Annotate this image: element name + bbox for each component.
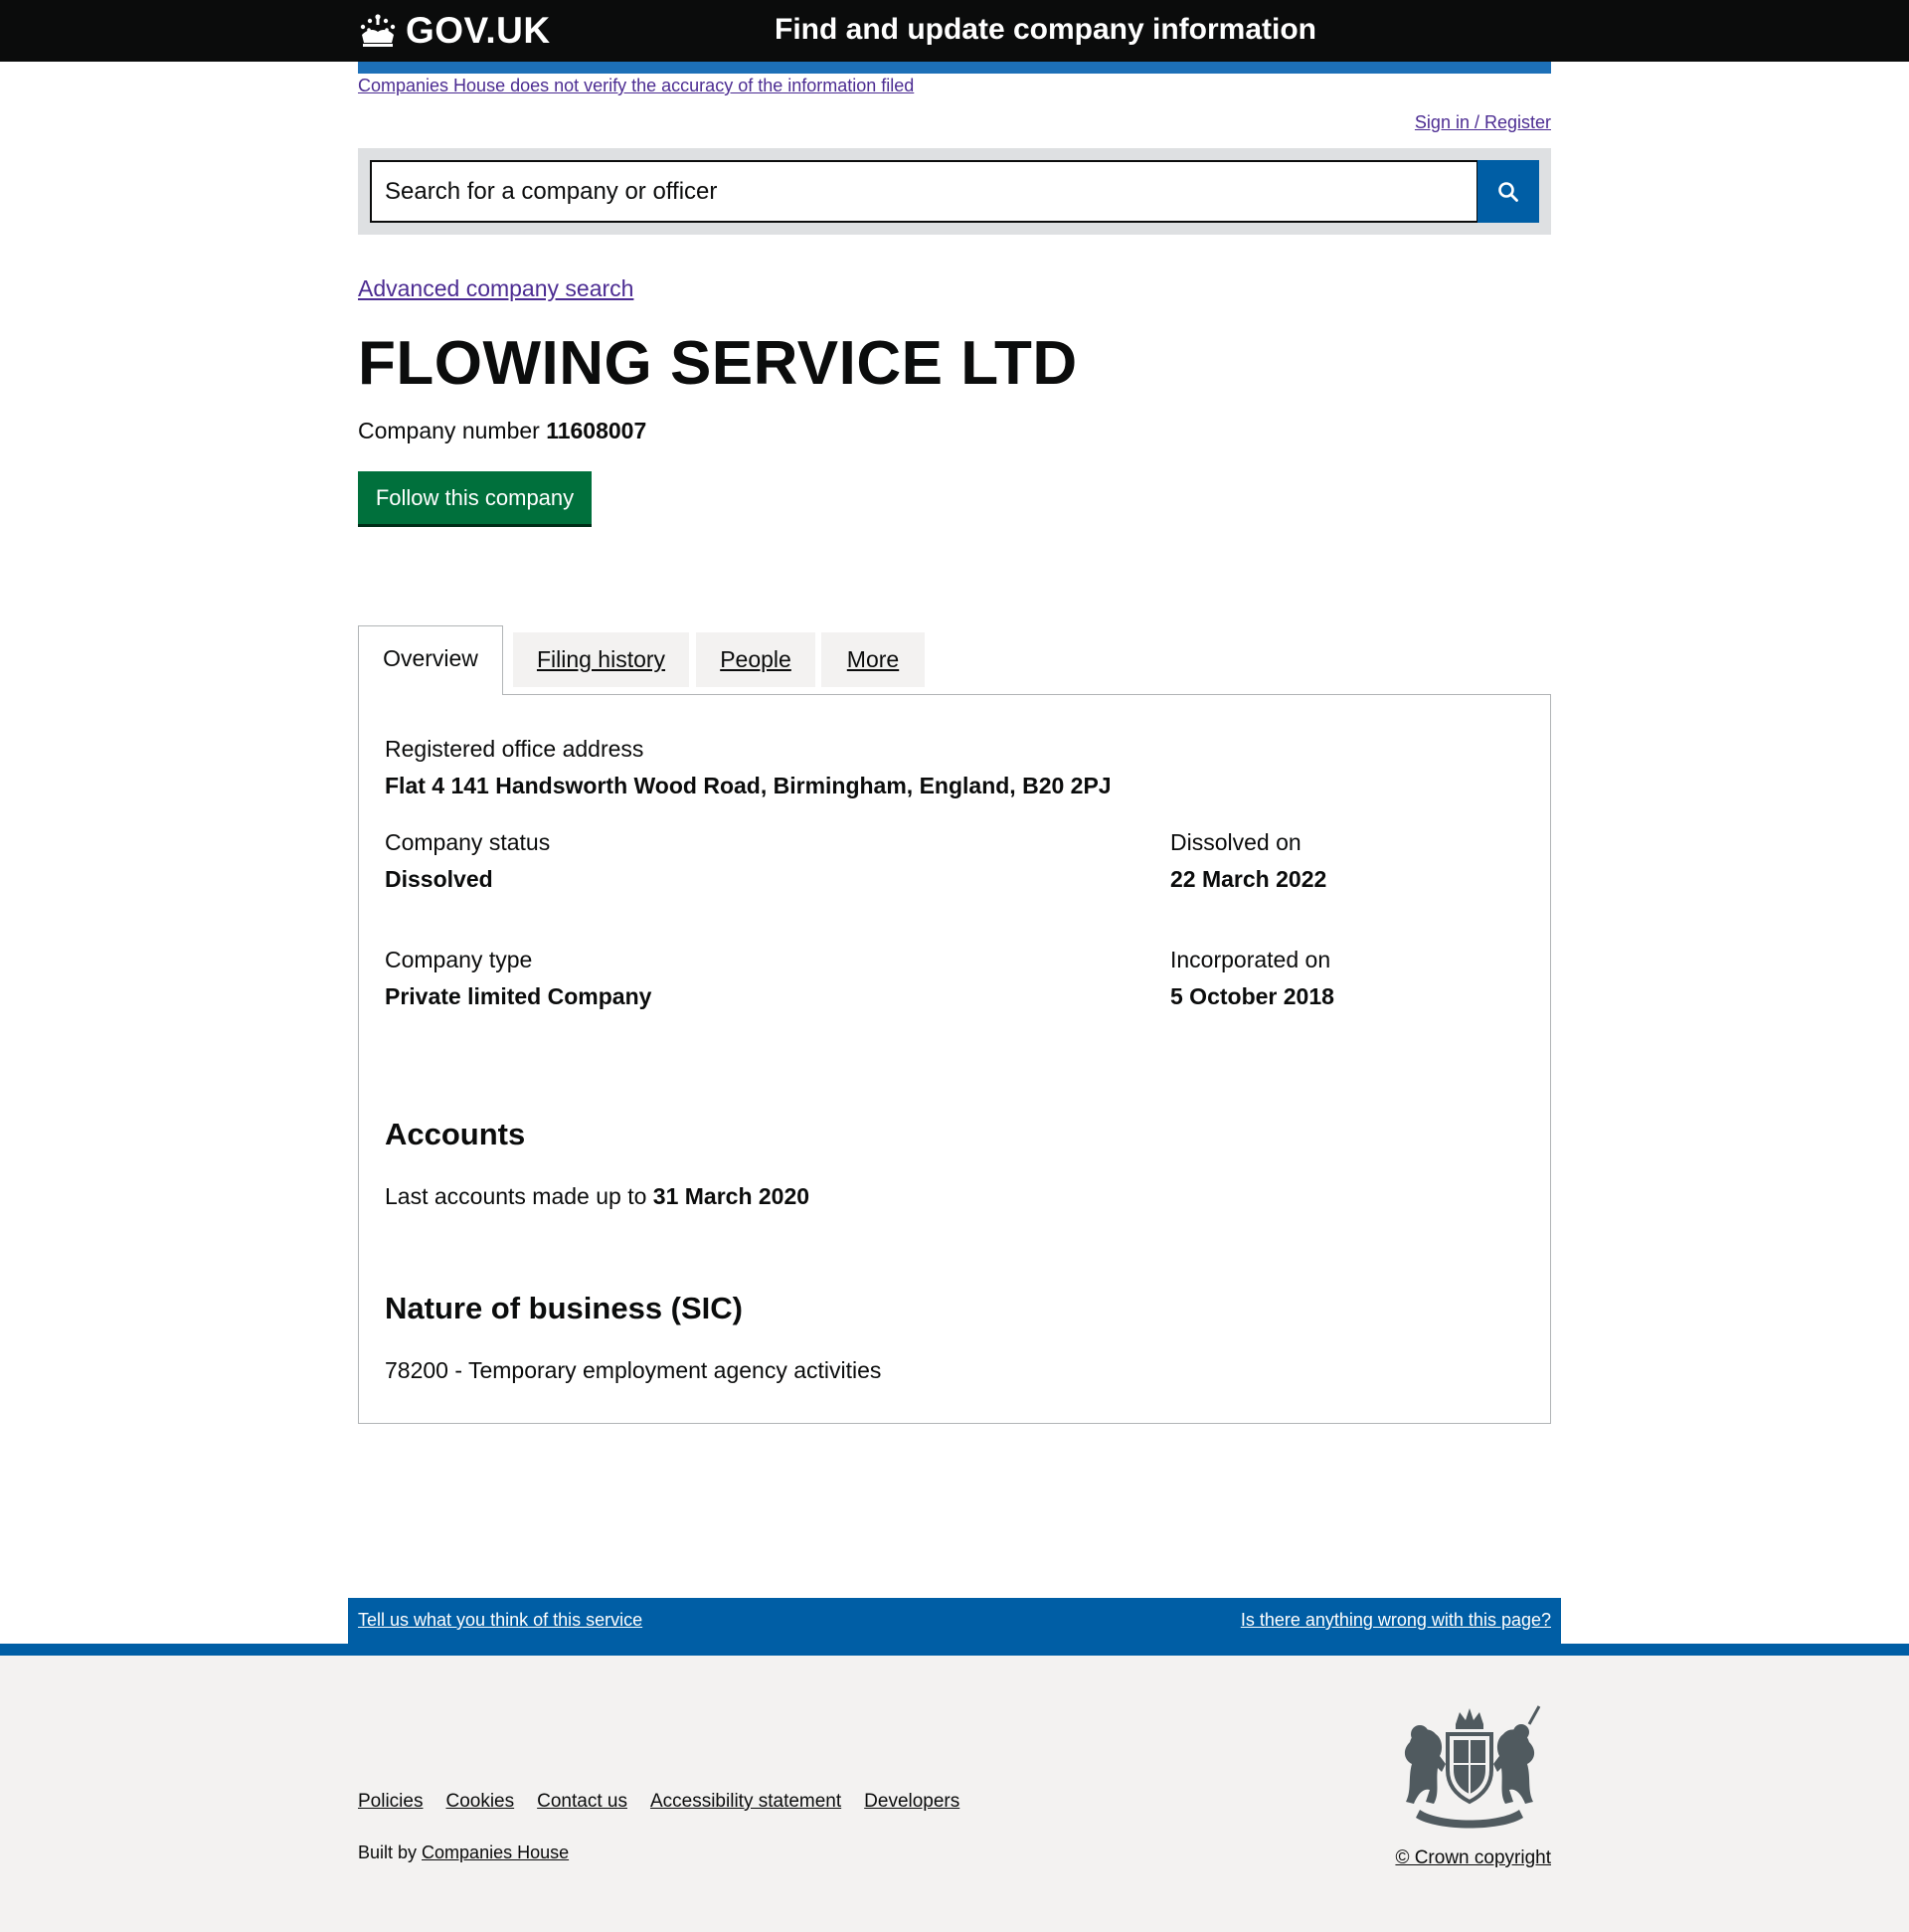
company-status-label: Company status [385, 829, 551, 855]
site-header [0, 0, 1909, 62]
overview-panel [358, 694, 1551, 1424]
dissolved-on-value: 22 March 2022 [1170, 866, 1327, 892]
company-type-label: Company type [385, 947, 533, 972]
accounts-summary [385, 1183, 809, 1210]
govuk-logo-link[interactable] [358, 9, 551, 53]
companies-house-link[interactable]: Companies House [422, 1843, 570, 1862]
company-number-value: 11608007 [546, 418, 647, 443]
crown-icon [358, 13, 398, 49]
feedback-bar [348, 1598, 1561, 1644]
follow-company-button[interactable]: Follow this company [358, 471, 592, 524]
advanced-search-link[interactable]: Advanced company search [358, 275, 634, 301]
tab-filing-history[interactable]: Filing history [513, 632, 689, 687]
search-button[interactable] [1477, 160, 1539, 223]
service-name-link[interactable]: Find and update company information [775, 13, 1317, 46]
logo-text: GOV.UK [406, 10, 551, 51]
company-type-value: Private limited Company [385, 983, 652, 1009]
footer-link-developers[interactable]: Developers [864, 1791, 960, 1812]
footer-blue-line [0, 1644, 1909, 1656]
footer-links [358, 1791, 959, 1813]
dissolved-on-label: Dissolved on [1170, 829, 1302, 855]
sic-heading: Nature of business (SIC) [385, 1291, 743, 1325]
accounts-heading: Accounts [385, 1117, 526, 1151]
royal-coat-of-arms-icon [1390, 1702, 1549, 1832]
footer-link-policies[interactable]: Policies [358, 1791, 424, 1812]
report-problem-link[interactable]: Is there anything wrong with this page? [1240, 1610, 1551, 1630]
built-by [358, 1843, 569, 1863]
tab-more[interactable]: More [821, 632, 925, 687]
accounts-date: 31 March 2020 [652, 1183, 810, 1209]
search-icon [1497, 181, 1519, 203]
footer-link-cookies[interactable]: Cookies [445, 1791, 515, 1812]
header-blue-strip [358, 62, 1551, 74]
sic-value: 78200 - Temporary employment agency activities [385, 1357, 882, 1383]
crown-copyright-link[interactable]: © Crown copyright [1395, 1847, 1551, 1868]
incorporated-on-value: 5 October 2018 [1170, 983, 1334, 1009]
footer-link-contact-us[interactable]: Contact us [537, 1791, 627, 1812]
company-status-value: Dissolved [385, 866, 493, 892]
accounts-text: Last accounts made up to [385, 1183, 647, 1209]
signin-register-link[interactable]: Sign in / Register [1414, 112, 1551, 132]
search-bar [358, 148, 1551, 235]
registered-office-value: Flat 4 141 Handsworth Wood Road, Birmingham, England, B20 2PJ [385, 773, 1112, 798]
tab-overview[interactable]: Overview [358, 625, 503, 695]
feedback-link[interactable]: Tell us what you think of this service [358, 1610, 643, 1630]
disclaimer-link[interactable]: Companies House does not verify the accuracy of the information filed [358, 76, 915, 95]
incorporated-on-label: Incorporated on [1170, 947, 1331, 972]
search-input[interactable] [370, 160, 1478, 223]
tab-people[interactable]: People [696, 632, 815, 687]
registered-office-label: Registered office address [385, 736, 644, 762]
company-number-label: Company number [358, 418, 540, 443]
built-by-prefix: Built by [358, 1843, 418, 1862]
company-name-heading: FLOWING SERVICE LTD [358, 329, 1078, 398]
footer-link-accessibility[interactable]: Accessibility statement [649, 1791, 842, 1812]
company-number [358, 418, 646, 444]
